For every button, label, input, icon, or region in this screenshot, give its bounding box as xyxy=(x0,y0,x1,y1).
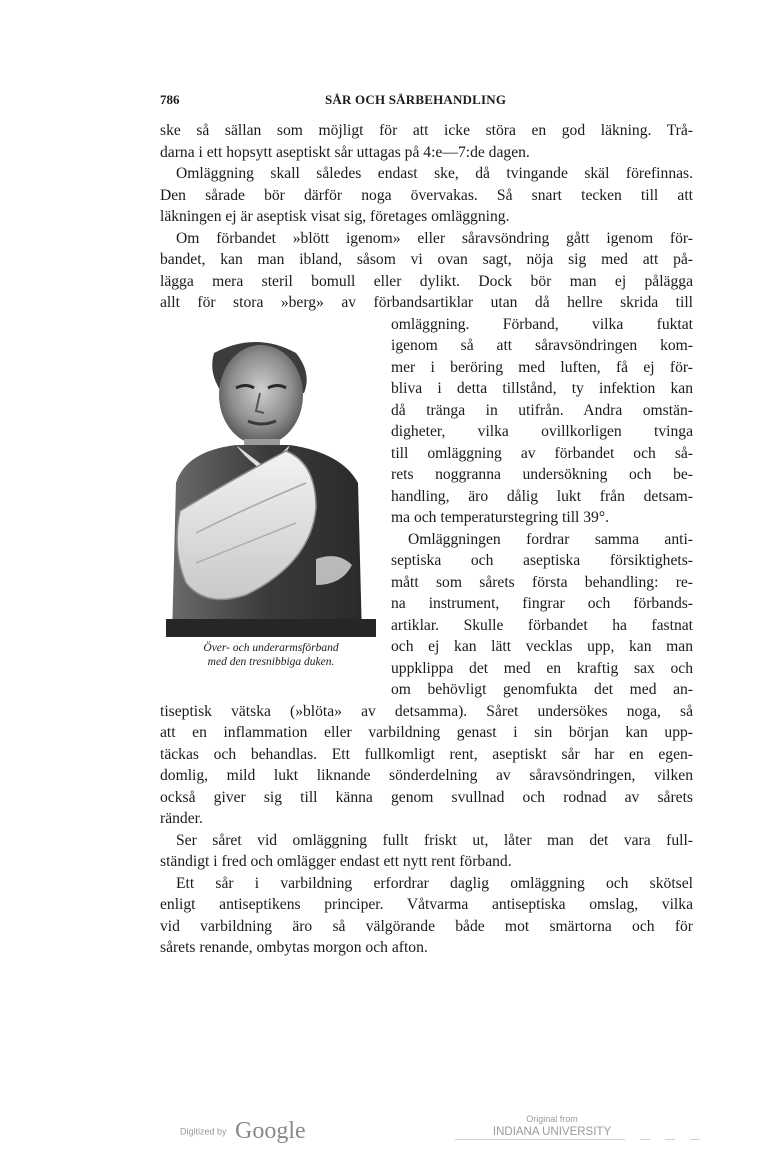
text-line: Omläggning skall således endast ske, då tvingande skäl förefinnas. xyxy=(176,165,693,182)
text-line: uppklippa det med en kraftig sax och xyxy=(391,659,693,677)
page-header xyxy=(160,92,693,112)
text-line: mått som sårets första behandling: re- xyxy=(391,573,693,591)
digitized-watermark xyxy=(180,1118,306,1145)
text-line: då tränga in utifrån. Andra omstän- xyxy=(391,401,693,419)
figure-caption xyxy=(166,641,376,669)
footer-dash xyxy=(665,1139,675,1140)
text-line: bliva i detta tillstånd, ty infektion kan xyxy=(391,380,693,397)
footer-dash xyxy=(690,1139,700,1140)
text-line: omläggning. Förband, vilka fuktat xyxy=(391,315,693,333)
text-line: Den sårade bör därför noga övervakas. Så snart tecken till att xyxy=(160,186,693,204)
footer-rule xyxy=(455,1139,625,1140)
original-from-text: Original from xyxy=(526,1114,578,1124)
text-line: Ser såret vid omläggning fullt friskt ut, låter man det vara full- xyxy=(176,831,693,849)
text-line: allt för stora »berg» av förbandsartiklar utan då hellre skrida till xyxy=(160,294,693,311)
text-line: Ett sår i varbildning erfordrar daglig omläggning och skötsel xyxy=(176,874,693,892)
text-line: Om förbandet »blött igenom» eller såravsöndring gått igenom för- xyxy=(176,229,693,247)
text-line: na instrument, fingrar och förbands- xyxy=(391,595,693,612)
digitized-by-text: Digitized by xyxy=(180,1126,227,1137)
caption-line: Över- och underarmsförband xyxy=(203,642,339,654)
text-line: enligt antiseptikens principer. Våtvarma antiseptiska omslag, vilka xyxy=(160,896,693,913)
text-line: domlig, mild lukt liknande sönderdelning av såravsöndringen, vilken xyxy=(160,767,693,784)
text-line: ma och temperaturstegring till 39°. xyxy=(391,509,609,526)
text-line: och ej kan lätt vecklas upp, kan man xyxy=(391,638,693,655)
text-line: täckas och behandlas. Ett fullkomligt rent, aseptiskt sår har en egen- xyxy=(160,745,693,763)
text-line: bandet, kan man ibland, såsom vi ovan sagt, nöja sig med att på- xyxy=(160,251,693,268)
sling-bandage-illustration xyxy=(166,333,376,637)
running-title: SÅR OCH SÅRBEHANDLING xyxy=(325,92,507,107)
text-line: ränder. xyxy=(160,810,203,827)
text-line: sårets renande, ombytas morgon och afton. xyxy=(160,939,428,956)
original-source-watermark xyxy=(482,1113,622,1139)
google-logo: Google xyxy=(234,1118,306,1144)
text-line: ständigt i fred och omlägger endast ett nytt rent förband. xyxy=(160,853,512,870)
text-line: artiklar. Skulle förbandet ha fastnat xyxy=(391,616,693,634)
text-line: Omläggningen fordrar samma anti- xyxy=(408,530,693,548)
figure-photo xyxy=(166,333,376,637)
text-line: darna i ett hopsytt aseptiskt sår uttagas på 4:e—7:de dagen. xyxy=(160,143,530,161)
text-line: digheter, vilka ovillkorligen tvinga xyxy=(391,423,693,440)
footer-dash xyxy=(640,1139,650,1140)
text-line: ske så sällan som möjligt för att icke störa en god läkning. Trå- xyxy=(160,122,693,139)
text-line: lägga mera steril bomull eller dylikt. Dock bör man ej pålägga xyxy=(160,272,693,290)
text-line: tiseptisk vätska (»blöta» av detsamma). Såret undersökes noga, så xyxy=(160,702,693,720)
university-text: INDIANA UNIVERSITY xyxy=(492,1126,612,1138)
text-line: om behövligt genomfukta det med an- xyxy=(391,681,693,698)
text-line: septiska och aseptiska försiktighets- xyxy=(391,552,693,569)
text-line: också giver sig till känna genom svullnad och rodnad av sårets xyxy=(160,788,693,806)
text-line: läkningen ej är aseptisk visat sig, företages omläggning. xyxy=(160,208,510,225)
text-line: att en inflammation eller varbildning genast i sin början kan upp- xyxy=(160,724,693,741)
text-line: handling, äro dålig lukt från detsam- xyxy=(391,487,693,505)
text-line: igenom så att såravsöndringen kom- xyxy=(391,337,693,354)
text-line: till omläggning av förbandet och så- xyxy=(391,444,693,462)
page-number: 786 xyxy=(160,92,180,107)
caption-line: med den tresnibbiga duken. xyxy=(207,656,335,668)
text-line: rets noggranna undersökning och be- xyxy=(391,466,693,483)
text-line: vid varbildning äro så välgörande både mot smärtorna och för xyxy=(160,917,693,935)
text-line: mer i beröring med luften, få ej för- xyxy=(391,358,693,376)
